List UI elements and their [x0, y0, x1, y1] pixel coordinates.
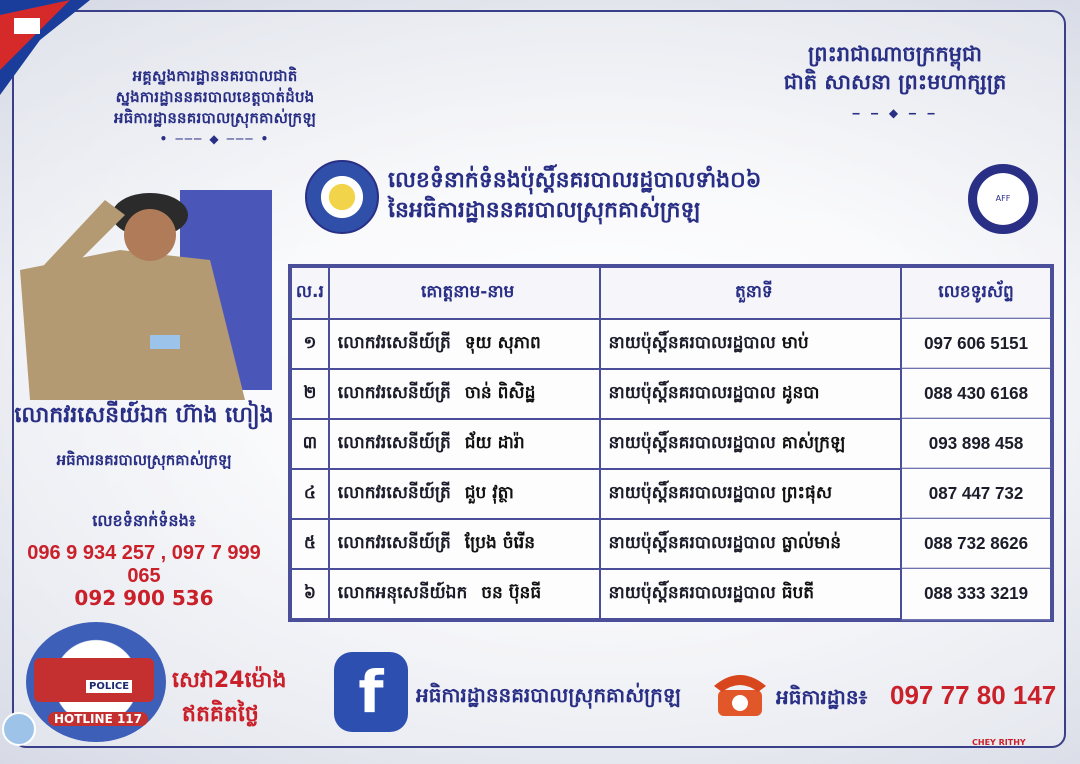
- row-name-cell: [329, 369, 600, 419]
- table-row: [291, 469, 1051, 519]
- contact-label: លេខទំនាក់ទំនង៖: [92, 511, 196, 530]
- facebook-page-name[interactable]: អធិការដ្ឋាននគរបាលស្រុកគាស់ក្រឡ: [416, 683, 681, 707]
- designer-credit: CHEY RITHY: [972, 738, 1026, 747]
- row-number: ១: [291, 319, 329, 369]
- officer-phones: 096 9 934 257 , 097 7 999 065: [27, 542, 261, 587]
- title-line-1: លេខទំនាក់ទំនងប៉ុស្តិ៍នគរបាលរដ្ឋបាលទាំង០៦: [388, 168, 762, 193]
- row-name: ចន ប៊ុនធី: [481, 582, 542, 603]
- row-rank: លោកវរសេនីយ៍ត្រី: [337, 482, 451, 503]
- service-free: ឥតគិតថ្លៃ: [182, 702, 259, 727]
- office-label: អធិការដ្ឋាន៖: [776, 685, 868, 709]
- row-phone[interactable]: 097 606 5151: [901, 318, 1051, 371]
- row-name-cell: [329, 569, 600, 619]
- row-post: ព្រះផុស: [781, 482, 833, 503]
- right-header: [730, 40, 1060, 120]
- row-post: មាប់: [781, 332, 809, 353]
- table-row: [291, 369, 1051, 419]
- row-name-cell: [329, 519, 600, 569]
- row-name-cell: [329, 419, 600, 469]
- row-position-cell: [600, 569, 902, 619]
- table-row: [291, 319, 1051, 369]
- post-chiefs-table: [288, 264, 1054, 622]
- telephone-icon: [708, 660, 772, 724]
- row-number: ៥: [291, 519, 329, 569]
- row-phone[interactable]: 088 333 3219: [901, 568, 1051, 621]
- table-row: [291, 569, 1051, 619]
- row-position: នាយប៉ុស្តិ៍នគរបាលរដ្ឋបាល: [608, 482, 776, 503]
- header-phone: លេខទូរស័ព្ទ: [901, 267, 1051, 319]
- row-name: ជួប វុត្ថា: [464, 482, 514, 503]
- kingdom-title: ព្រះរាជាណាចក្រកម្ពុជា: [807, 42, 982, 66]
- motto: ជាតិ សាសនា ព្រះមហាក្សត្រ: [783, 70, 1007, 94]
- officer-name: លោកវរសេនីយ៍ឯក ហ៊ាង ហៀង: [14, 403, 274, 428]
- row-name-cell: [329, 469, 600, 519]
- row-phone[interactable]: 088 732 8626: [901, 518, 1051, 571]
- table-row: [291, 419, 1051, 469]
- row-position-cell: [600, 519, 902, 569]
- row-position: នាយប៉ុស្តិ៍នគរបាលរដ្ឋបាល: [608, 432, 776, 453]
- row-position-cell: [600, 369, 902, 419]
- officer-phone-2: 092 900 536: [74, 586, 214, 610]
- title-line-2: នៃអធិការដ្ឋាននគរបាលស្រុកគាស់ក្រឡ: [388, 198, 701, 223]
- row-position-cell: [600, 469, 902, 519]
- row-name-cell: [329, 319, 600, 369]
- table-row: [291, 519, 1051, 569]
- row-number: ៤: [291, 469, 329, 519]
- service-hours: សេវា24ម៉ោង: [172, 668, 287, 693]
- district-inspectorate-line: អធិការដ្ឋាននគរបាលស្រុកគាស់ក្រឡ: [113, 109, 317, 127]
- office-phone[interactable]: 097 77 80 147: [890, 680, 1057, 710]
- row-position-cell: [600, 419, 902, 469]
- row-position: នាយប៉ុស្តិ៍នគរបាលរដ្ឋបាល: [608, 582, 776, 603]
- row-position: នាយប៉ុស្តិ៍នគរបាលរដ្ឋបាល: [608, 532, 776, 553]
- ornament-divider: ‒ ‒ ◆ ‒ ‒: [851, 106, 939, 120]
- row-phone[interactable]: 087 447 732: [901, 468, 1051, 521]
- row-position: នាយប៉ុស្តិ៍នគរបាលរដ្ឋបាល: [608, 332, 776, 353]
- hotline-badge: [26, 622, 166, 742]
- header-position: តួនាទី: [600, 267, 902, 319]
- row-position-cell: [600, 319, 902, 369]
- header-name: គោត្តនាម-នាម: [329, 267, 600, 319]
- row-name: ជ័យ ដារ៉ា: [464, 432, 525, 453]
- row-rank: លោកវរសេនីយ៍ត្រី: [337, 382, 451, 403]
- saluting-officer-icon: [10, 160, 260, 410]
- ornament-divider: • ─── ◆ ─── •: [159, 132, 271, 146]
- left-header: [80, 66, 350, 150]
- row-name: ទុយ សុភាព: [464, 332, 541, 353]
- row-rank: លោកវរសេនីយ៍ត្រី: [337, 332, 451, 353]
- row-position: នាយប៉ុស្តិ៍នគរបាលរដ្ឋបាល: [608, 382, 776, 403]
- facebook-icon[interactable]: f: [334, 652, 408, 732]
- row-rank: លោកអនុសេនីយ៍ឯក: [337, 582, 468, 603]
- province-commissariat-line: ស្នងការដ្ឋាននគរបាលខេត្តបាត់ដំបង: [115, 88, 315, 106]
- row-post: ធ្លាល់មាន់: [781, 532, 842, 553]
- row-post: ធិបតី: [781, 582, 815, 603]
- officer-portrait: [10, 160, 270, 410]
- poster-title: [388, 166, 968, 226]
- police-label: POLICE: [86, 680, 132, 693]
- row-number: ២: [291, 369, 329, 419]
- row-rank: លោកវរសេនីយ៍ត្រី: [337, 432, 451, 453]
- table-header-row: [291, 267, 1051, 319]
- administrative-police-logo-icon: AFF: [968, 164, 1038, 234]
- row-phone[interactable]: 093 898 458: [901, 418, 1051, 471]
- row-name: ចាន់ ពិសិដ្ឋ: [464, 382, 536, 403]
- ministry-line: អគ្គស្នងការដ្ឋាននគរបាលជាតិ: [132, 67, 298, 85]
- row-rank: លោកវរសេនីយ៍ត្រី: [337, 532, 451, 553]
- header-number: ល.រ: [291, 267, 329, 319]
- row-phone[interactable]: 088 430 6168: [901, 368, 1051, 421]
- hotline-label: HOTLINE 117: [48, 712, 148, 726]
- row-name: ប្រែង ចំរើន: [464, 532, 536, 553]
- row-post: គាស់ក្រឡ: [781, 432, 846, 453]
- corner-icon: [2, 712, 36, 746]
- row-number: ៣: [291, 419, 329, 469]
- row-number: ៦: [291, 569, 329, 619]
- police-emblem-icon: [305, 160, 379, 234]
- officer-role: អធិការនគរបាលស្រុកគាស់ក្រឡ: [56, 451, 232, 469]
- row-post: ដូនបា: [781, 382, 820, 403]
